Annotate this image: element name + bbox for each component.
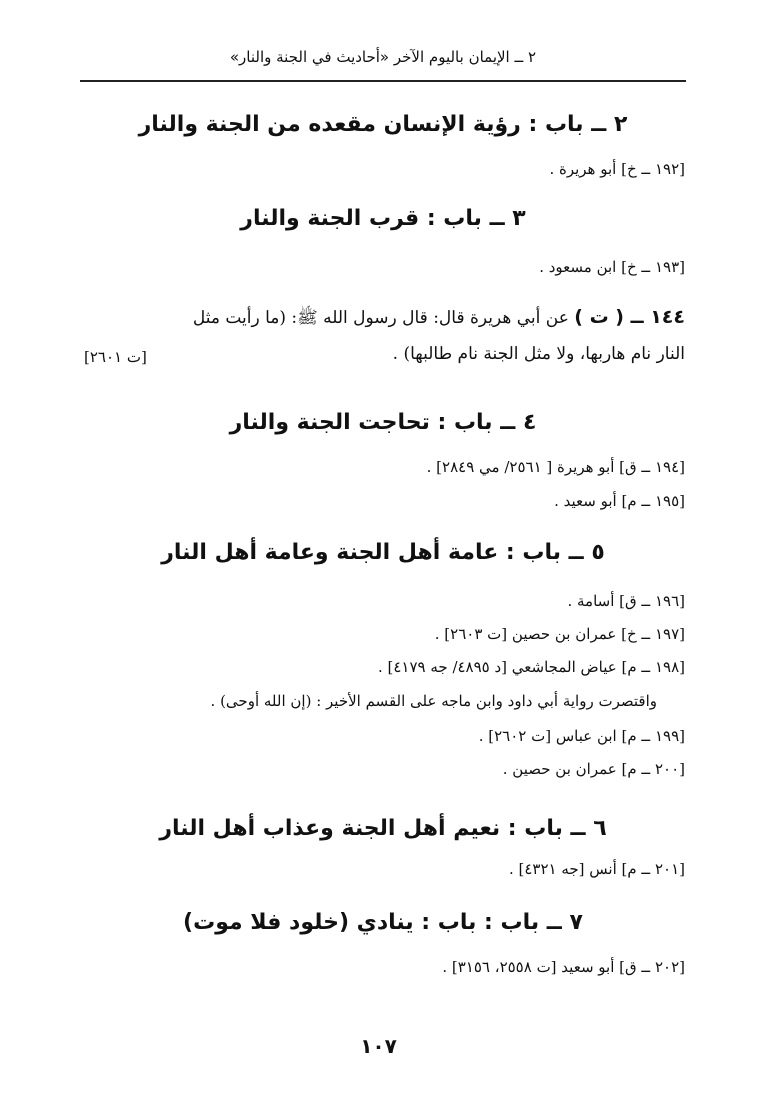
narrator-entry: [١٩٧ ــ خ] عمران بن حصين [ت ٢٦٠٣] . [434, 625, 685, 643]
narrator-entry: [١٩٤ ــ ق] أبو هريرة [ ٢٥٦١/ مي ٢٨٤٩] . [426, 458, 685, 476]
page-number: ١٠٧ [360, 1034, 397, 1058]
running-header: ٢ ــ الإيمان باليوم الآخر «أحاديث في الجنة والنار» [229, 48, 537, 66]
narrator-entry: [١٩٥ ــ م] أبو سعيد . [554, 492, 685, 510]
hadith-number: ١٤٤ ــ ( ت ) [574, 306, 685, 328]
chapter-heading: ٣ ــ باب : قرب الجنة والنار [240, 206, 526, 231]
hadith-line-1 [80, 306, 685, 332]
narrator-entry: [١٩٢ ــ خ] أبو هريرة . [549, 160, 685, 178]
narrator-entry: [٢٠١ ــ م] أنس [جه ٤٣٢١] . [508, 860, 685, 878]
chapter-heading: ٧ ــ باب : باب : ينادي (خلود فلا موت) [183, 910, 583, 935]
hadith-line-2: النار نام هاربها، ولا مثل الجنة نام طالبها) . [392, 344, 685, 364]
narrator-entry: [١٩٩ ــ م] ابن عباس [ت ٢٦٠٢] . [478, 727, 685, 745]
hadith-text: عن أبي هريرة قال: قال رسول الله ﷺ: (ما رأيت مثل [192, 308, 569, 328]
narrator-entry: [٢٠٢ ــ ق] أبو سعيد [ت ٢٥٥٨، ٣١٥٦] . [442, 958, 685, 976]
header-rule [80, 80, 686, 82]
chapter-heading: ٤ ــ باب : تحاجت الجنة والنار [229, 410, 537, 435]
narrator-entry: [٢٠٠ ــ م] عمران بن حصين . [502, 760, 685, 778]
narration-note: واقتصرت رواية أبي داود وابن ماجه على القسم الأخير : (إن الله أوحى) . [210, 692, 657, 710]
hadith-reference: [ت ٢٦٠١] [84, 348, 147, 366]
narrator-entry: [١٩٦ ــ ق] أسامة . [567, 592, 685, 610]
chapter-heading: ٥ ــ باب : عامة أهل الجنة وعامة أهل النار [161, 540, 605, 565]
narrator-entry: [١٩٣ ــ خ] ابن مسعود . [539, 258, 685, 276]
chapter-heading: ٦ ــ باب : نعيم أهل الجنة وعذاب أهل النار [159, 816, 607, 841]
narrator-entry: [١٩٨ ــ م] عياض المجاشعي [د ٤٨٩٥/ جه ٤١٧٩] . [377, 658, 685, 676]
chapter-heading: ٢ ــ باب : رؤية الإنسان مقعده من الجنة والنار [138, 112, 628, 137]
